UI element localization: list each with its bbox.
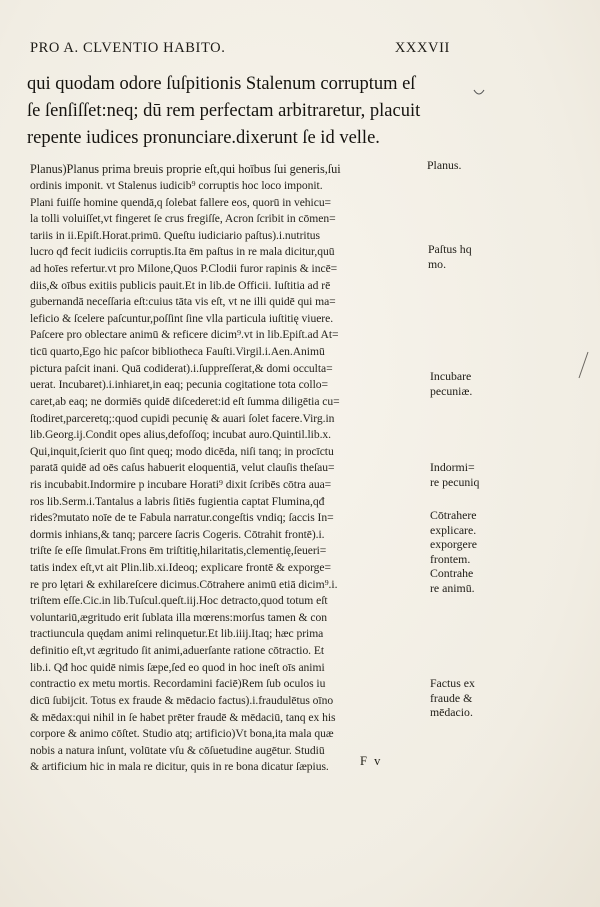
- commentary-line: corpore & animo cōſtet. Studio atq; artificio)Vt bona,ita mala quæ: [30, 727, 334, 741]
- commentary-line: ticū quarto,Ego hic paſcor bibliotheca Fauſti.Virgil.i.Aen.Animū: [30, 345, 325, 359]
- running-head: [30, 40, 450, 57]
- margin-note-line: explicare.: [430, 522, 477, 537]
- commentary-line: la tolli voluiſſet,vt fingeret ſe crus fregiſſe, Acron ſcribit in cōmen=: [30, 212, 336, 226]
- commentary-line: triſtem eſſe.Cic.in lib.Tuſcul.queſt.iij.Hoc detracto,quod totum eſt: [30, 594, 328, 608]
- commentary-line: caret,ab eaq; ne dormiēs quidē diſcederet:id eſt ſumma diligētia cu=: [30, 394, 340, 408]
- oration-text: [27, 71, 467, 152]
- margin-note-line: Cōtrahere: [430, 508, 477, 522]
- margin-note-line: frontem.: [430, 551, 471, 566]
- margin-note-pastus: [428, 242, 472, 271]
- commentary-line: tatis index eſt,vt ait Plin.lib.xi.Ideoq; explicare frontē & exporge=: [30, 561, 332, 575]
- margin-note-line: mo.: [428, 256, 447, 271]
- signature-mark: F v: [360, 754, 383, 768]
- oration-line: qui quodam odore ſuſpitionis Stalenum corruptum eſ: [27, 74, 416, 94]
- commentary-line: lib.Georg.ij.Condit opes alius,defoſſoq; incubat auro.Quintil.lib.x.: [30, 428, 332, 442]
- commentary-line: ſtodiret,parceretq;:quod cupidi pecunię & auari ſolet facere.Virg.in: [30, 411, 335, 425]
- margin-note-line: exporgere: [430, 537, 477, 551]
- commentary-line: pictura paſcit inani. Quā codiderat).i.ſuppreſſerat,& domi occulta=: [30, 361, 333, 375]
- commentary-line: tractiuncula quędam animi relinquetur.Et lib.iiij.Itaq; hæc prima: [30, 627, 324, 641]
- commentary-line: lib.i. Qđ hoc quidē nimis ſæpe,ſed eo quod in hoc ineſt oīs animi: [30, 660, 325, 674]
- margin-note-line: mēdacio.: [430, 705, 473, 719]
- margin-note-line: Incubare: [430, 369, 472, 383]
- commentary-line: & artificium hic in mala re dicitur, quis in re bona dicatur ſæpius.: [30, 760, 329, 774]
- commentary-line: contractio ex metu mortis. Recordamini faciē)Rem ſub oculos iu: [30, 677, 326, 691]
- commentary-line: triſte ſe eſſe ſimulat.Frons ēm triſtitię,hilaritatis,clementię,ſeueri=: [30, 544, 327, 558]
- commentary-line: lucro qđ fecit iudiciis corruptis.Ita ēm paſtus in re mala dicitur,quū: [30, 245, 335, 259]
- commentary-line: leficio & ſcelere paſcuntur,poſſint ſine vlla particula iuſtitię viuere.: [30, 311, 334, 325]
- margin-note-line: fraude &: [430, 690, 473, 705]
- margin-note-factus: [430, 676, 475, 720]
- commentary-line: dicū ſubijcit. Totus ex fraude & mēdacio factus).i.fraudulētus oīno: [30, 693, 334, 707]
- commentary-line: ordinis imponit. vt Stalenus iudicib⁹ corruptis hoc loco imponit.: [30, 179, 323, 192]
- folio-number: XXXVII: [394, 40, 450, 56]
- pencil-stroke-icon: [575, 350, 591, 380]
- margin-note-indormire: [430, 460, 479, 489]
- commentary-line: & mēdax:qui nihil in ſe habet prēter fraudē & mēdaciū, tanq ex his: [30, 710, 336, 724]
- commentary-line: ad hoīes refertur.vt pro Milone,Quos P.Clodii furor rapinis & incē=: [30, 262, 338, 276]
- commentary-line: nobis a natura inſunt, volūtate vſu & cōſuetudine augētur. Studiū: [30, 743, 325, 757]
- margin-note-planus: [427, 158, 461, 173]
- commentary-line: paratā quidē ad oēs caſus habuerit eloquentiā, velut clauſis theſau=: [30, 461, 335, 475]
- margin-note-line: re animū.: [430, 580, 475, 595]
- commentary-line: tariis in ii.Epiſt.Horat.primū. Queſtu iudiciario paſtus).i.nutritus: [30, 228, 320, 242]
- commentary-line: ris incubabit.Indormire p incubare Horati⁹ dixit ſcribēs cōtra aua=: [30, 477, 332, 491]
- margin-note-line: re pecuniq: [430, 474, 480, 489]
- commentary-line: voluntariū,ægritudo erit ſublata illa mœrens:morſus tamen & con: [30, 610, 327, 624]
- commentary-line: uerat. Incubaret).i.inhiaret,in eaq; pecunia cogitatione tota collo=: [30, 378, 329, 392]
- commentary-line: Paſcere pro oblectare animū & reficere dicim⁹.vt in lib.Epiſt.ad At=: [30, 328, 339, 342]
- commentary-line: dormis inhians,& tanq; parcere ſacris Cogeris. Cōtrahit frontē).i.: [30, 527, 325, 541]
- margin-note-line: Paſtus hq: [428, 242, 472, 256]
- commentary-line: re pro lętari & exhilareſcere dicimus.Cōtrahere animū etiā dicim⁹.i.: [30, 577, 338, 591]
- margin-note-line: pecuniæ.: [430, 383, 473, 398]
- commentary-line: gubernandā neceſſaria eſt:cuius tāta vis eſt, vt ne illi quidē qui ma=: [30, 295, 336, 309]
- oration-line: repente iudices pronunciare.dixerunt ſe id velle.: [27, 128, 380, 148]
- commentary-line: rides?mutato noīe de te Fabula narratur.congeſtis vndiq; ſaccis In=: [30, 511, 334, 525]
- commentary-line: Plani fuiſſe homine quendā,q ſolebat fallere eos, quorū in vehicu=: [30, 195, 332, 209]
- ink-mark-icon: [472, 86, 486, 100]
- running-head-title: PRO A. CLVENTIO HABITO.: [30, 40, 226, 56]
- commentary-line: diis,& oībus exitiis publicis pauit.Et in lib.de Officii. Iuſtitia ad rē: [30, 278, 331, 292]
- commentary-line: definitio eſt,vt ægritudo ſit animi,aduerſante ratione cōtractio. Et: [30, 644, 325, 658]
- margin-note-line: Factus ex: [430, 676, 475, 690]
- margin-note-line: Planus.: [427, 158, 462, 172]
- commentary-block: [30, 160, 430, 776]
- margin-note-line: Indormi=: [430, 460, 475, 474]
- oration-line: ſe ſenſiſſet:neq; dū rem perfectam arbitraretur, placuit: [27, 101, 421, 121]
- commentary-line: ros lib.Serm.i.Tantalus a labris ſitiēs fugientia captat Flumina,qđ: [30, 494, 325, 508]
- margin-note-line: Contrahe: [430, 566, 474, 580]
- commentary-line: Planus)Planus prima breuis proprie eſt,qui hoībus ſui generis,ſui: [30, 162, 341, 176]
- commentary-line: Qui,inquit,ſcierit quo ſint queq; modo dicēda, niſi tanq; in procīctu: [30, 444, 334, 458]
- margin-note-incubare: [430, 369, 472, 398]
- margin-note-contrahere: [430, 508, 477, 595]
